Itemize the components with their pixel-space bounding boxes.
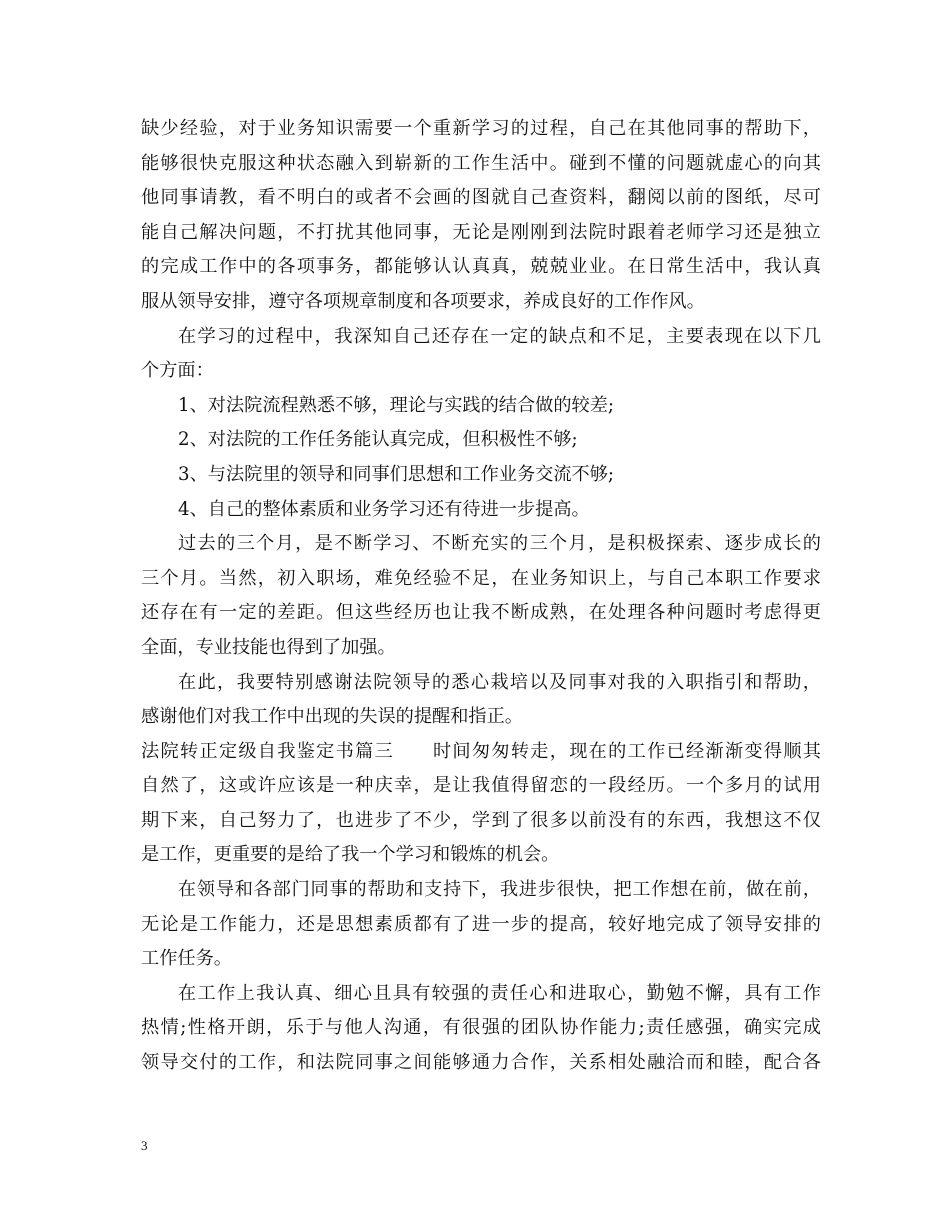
text-line: 过去的三个月，是不断学习、不断充实的三个月，是积极探索、逐步成长的 xyxy=(178,533,821,555)
page-number: 3 xyxy=(141,1138,148,1153)
text-line: 自然了，这或许应该是一种庆幸，是让我值得留恋的一段经历。一个多月的试用 xyxy=(141,775,821,797)
section-heading-line: 法院转正定级自我鉴定书篇三 时间匆匆转走，现在的工作已经渐渐变得顺其 xyxy=(141,740,821,762)
text-line: 的完成工作中的各项事务，都能够认认真真，兢兢业业。在日常生活中，我认真 xyxy=(141,256,821,278)
text-line: 工作任务。 xyxy=(141,948,232,970)
text-line: 个方面： xyxy=(141,360,214,382)
text-line: 还存在有一定的差距。但这些经历也让我不断成熟，在处理各种问题时考虑得更 xyxy=(141,602,821,624)
list-item: 3、与法院里的领导和同事们思想和工作业务交流不够; xyxy=(178,463,615,485)
text-line: 在工作上我认真、细心且具有较强的责任心和进取心，勤勉不懈，具有工作 xyxy=(178,982,821,1004)
text-line: 是工作，更重要的是给了我一个学习和锻炼的机会。 xyxy=(141,844,560,866)
list-item: 4、自己的整体素质和业务学习还有待进一步提高。 xyxy=(178,498,590,520)
text-line: 缺少经验，对于业务知识需要一个重新学习的过程，自己在其他同事的帮助下， xyxy=(141,118,821,139)
list-item: 1、对法院流程熟悉不够，理论与实践的结合做的较差; xyxy=(178,394,615,416)
text-line: 服从领导安排，遵守各项规章制度和各项要求，养成良好的工作作风。 xyxy=(141,290,705,312)
text-line: 在领导和各部门同事的帮助和支持下，我进步很快，把工作想在前，做在前， xyxy=(178,879,821,901)
text-line: 无论是工作能力，还是思想素质都有了进一步的提高，较好地完成了领导安排的 xyxy=(141,913,821,935)
text-line: 期下来，自己努力了，也进步了不少，学到了很多以前没有的东西，我想这不仅 xyxy=(141,809,821,831)
document-body xyxy=(141,112,821,1081)
text-line: 在学习的过程中，我深知自己还存在一定的缺点和不足，主要表现在以下几 xyxy=(178,325,821,347)
text-line: 热情;性格开朗，乐于与他人沟通，有很强的团队协作能力;责任感强，确实完成 xyxy=(141,1017,821,1039)
list-item: 2、对法院的工作任务能认真完成，但积极性不够; xyxy=(178,429,578,451)
text-line: 能自己解决问题，不打扰其他同事，无论是刚刚到法院时跟着老师学习还是独立 xyxy=(141,221,821,243)
text-line: 领导交付的工作，和法院同事之间能够通力合作，关系相处融洽而和睦，配合各 xyxy=(141,1052,821,1074)
text-line: 他同事请教，看不明白的或者不会画的图就自己查资料，翻阅以前的图纸，尽可 xyxy=(141,187,821,209)
text-line: 感谢他们对我工作中出现的失误的提醒和指正。 xyxy=(141,706,523,728)
text-line: 三个月。当然，初入职场，难免经验不足，在业务知识上，与自己本职工作要求 xyxy=(141,567,821,589)
text-line: 全面，专业技能也得到了加强。 xyxy=(141,636,396,658)
text-line: 在此，我要特别感谢法院领导的悉心栽培以及同事对我的入职指引和帮助， xyxy=(178,671,821,693)
text-line: 能够很快克服这种状态融入到崭新的工作生活中。碰到不懂的问题就虚心的向其 xyxy=(141,152,821,174)
